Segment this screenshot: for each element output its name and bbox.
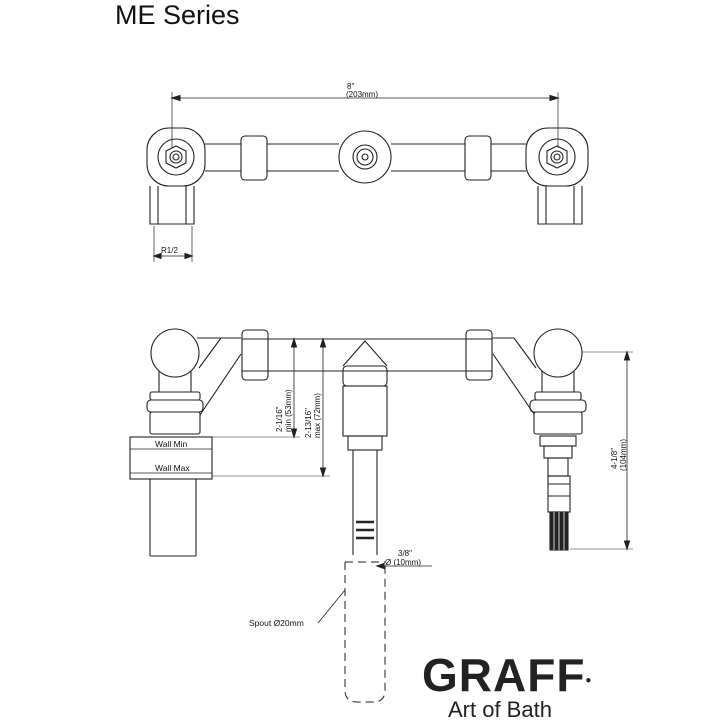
height-dim-mm: (104mm)	[619, 438, 628, 471]
port-dim-mm: Ø (10mm)	[385, 558, 421, 567]
wall-min-label: Wall Min	[155, 439, 188, 449]
brand-tagline: Art of Bath	[448, 697, 552, 722]
center-spout-front	[343, 341, 387, 702]
brand-logo	[422, 649, 622, 723]
right-valve-front	[492, 329, 586, 550]
min-dim-mm: min (53mm)	[284, 389, 293, 432]
left-valve-top	[147, 128, 205, 224]
height-dim-in: 4-1/8"	[610, 447, 619, 469]
wall-max-label: Wall Max	[155, 463, 190, 473]
spout-label: Spout Ø20mm	[249, 618, 304, 628]
max-dim-mm: max (72mm)	[313, 393, 322, 438]
registered-mark: ●	[585, 675, 593, 686]
min-dim-in: 2-1/16"	[275, 406, 284, 432]
center-outlet-top	[339, 131, 391, 183]
thread-label: R1/2	[161, 246, 178, 255]
port-dim-in: 3/8"	[398, 549, 412, 558]
brand-wordmark: GRAFF	[422, 649, 586, 701]
max-dim-in: 2-13/16"	[304, 408, 313, 438]
top-width-in: 8"	[347, 82, 355, 91]
front-view	[130, 329, 633, 702]
top-width-mm: (203mm)	[346, 90, 379, 99]
top-view	[147, 92, 588, 262]
right-valve-top	[526, 128, 588, 224]
page-title: ME Series	[115, 0, 240, 30]
